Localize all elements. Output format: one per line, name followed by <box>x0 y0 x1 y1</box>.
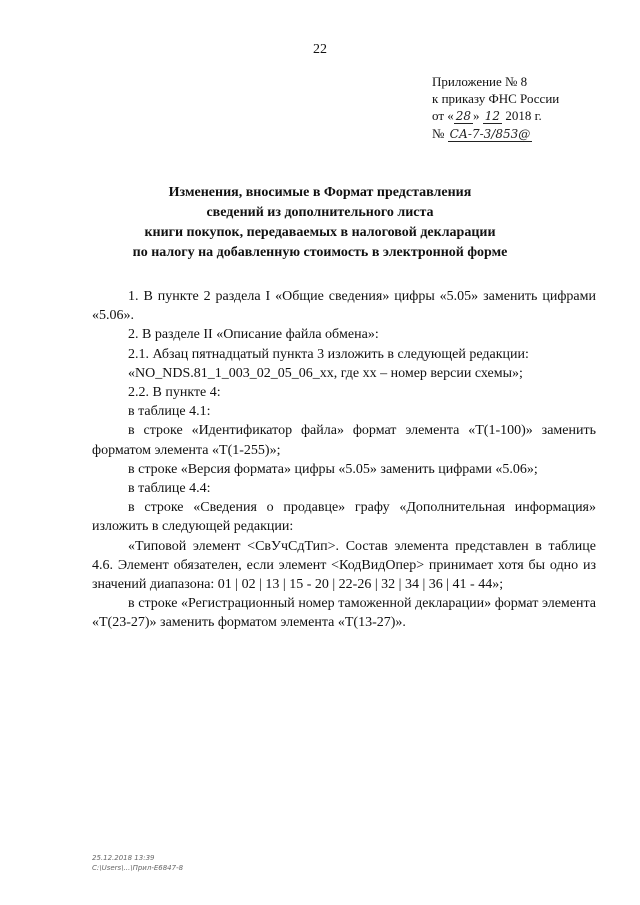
appendix-block <box>432 73 559 143</box>
date-month: 12 <box>484 109 501 123</box>
title-line-1: Изменения, вносимые в Формат представления <box>168 185 472 200</box>
document-body <box>92 287 596 633</box>
title-line-4: по налогу на добавленную стоимость в электронной форме <box>132 245 508 260</box>
appendix-number-line <box>432 125 559 143</box>
page-number: 22 <box>313 42 327 57</box>
paragraph-2: 2. В разделе II «Описание файла обмена»: <box>128 327 379 343</box>
paragraph-9: в таблице 4.4: <box>128 481 211 497</box>
date-prefix: от « <box>432 108 454 123</box>
paragraph-7: в строке «Идентификатор файла» формат элемента «Т(1-100)» заменить форматом элемента «Т(1-255)»; <box>92 423 596 458</box>
paragraph-8: в строке «Версия формата» цифры «5.05» заменить цифрами «5.06»; <box>128 461 538 477</box>
paragraph-11: «Типовой элемент <СвУчСдТип>. Состав элемента представлен в таблице 4.6. Элемент обязателен, если элемент <КодВидОпер> принимает хотя бы одно из значений диапазона: 01 | 02 | 13 | 15 - 20 | 22-26 | 32 | 34 | 36 | 41 - 44»; <box>92 538 596 593</box>
title-line-2: сведений из дополнительного листа <box>206 205 434 220</box>
footer-note <box>92 853 183 873</box>
paragraph-4: «NO_NDS.81_1_003_02_05_06_xx, где xx – номер версии схемы»; <box>128 365 523 381</box>
document-title <box>0 183 640 263</box>
title-line-3: книги покупок, передаваемых в налоговой декларации <box>144 225 496 240</box>
paragraph-10: в строке «Сведения о продавце» графу «Дополнительная информация» изложить в следующей редакции: <box>92 500 596 535</box>
appendix-date-line <box>432 107 559 125</box>
date-day: 28 <box>455 109 472 123</box>
number-prefix: № <box>432 126 445 141</box>
paragraph-12: в строке «Регистрационный номер таможенной декларации» формат элемента «Т(23-27)» заменить форматом элемента «Т(13-27)». <box>92 596 596 631</box>
paragraph-5: 2.2. В пункте 4: <box>128 385 221 401</box>
footer-file-path: С:\Users\...\Прил-Е6847-8 <box>92 864 184 872</box>
footer-timestamp: 25.12.2018 13:39 <box>92 854 155 862</box>
appendix-title: Приложение № 8 <box>432 74 528 89</box>
date-mid: » <box>473 108 480 123</box>
appendix-order-ref: к приказу ФНС России <box>432 91 560 106</box>
date-year: 2018 г. <box>505 108 542 123</box>
order-number: СА-7-3/853@ <box>449 127 531 141</box>
paragraph-3: 2.1. Абзац пятнадцатый пункта 3 изложить в следующей редакции: <box>128 346 529 362</box>
paragraph-1: 1. В пункте 2 раздела I «Общие сведения» цифры «5.05» заменить цифрами «5.06». <box>92 289 596 324</box>
paragraph-6: в таблице 4.1: <box>128 404 211 420</box>
